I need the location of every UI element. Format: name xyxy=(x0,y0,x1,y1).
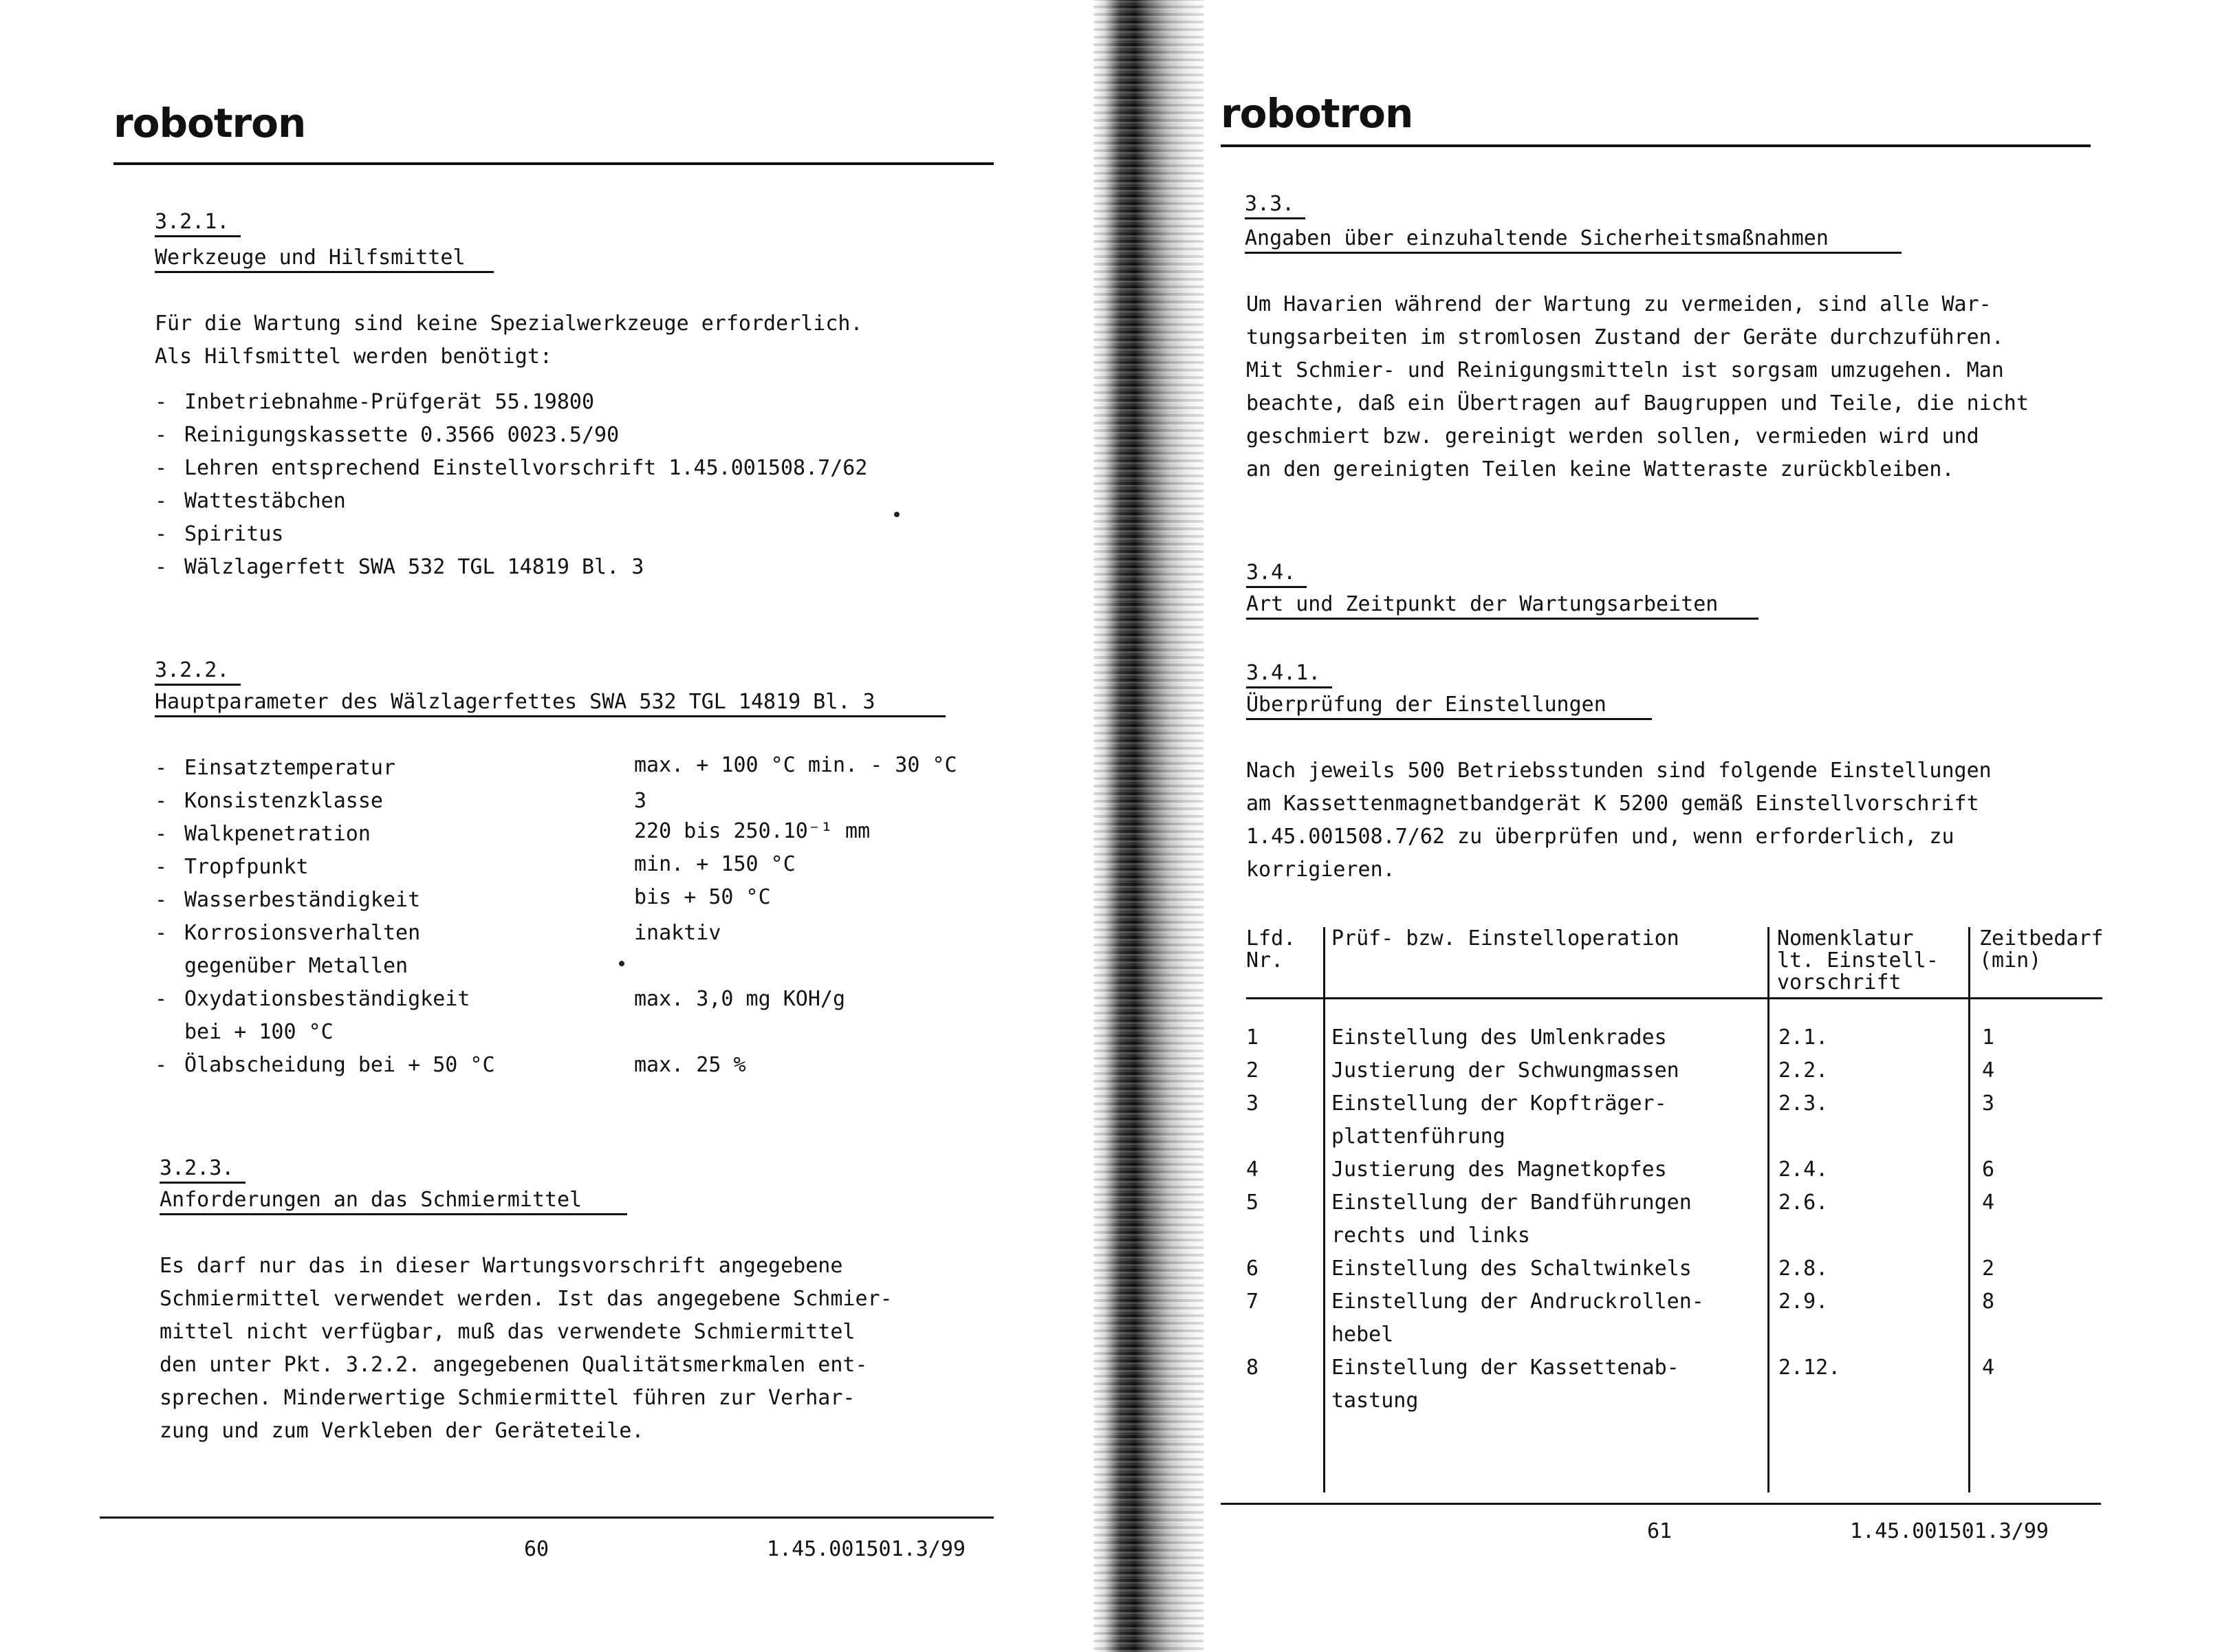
bullet-dash: - xyxy=(155,888,168,912)
section-title-3-2-3: Anforderungen an das Schmiermittel xyxy=(160,1188,582,1212)
paragraph-line: den unter Pkt. 3.2.2. angegebenen Qualitätsmerkmalen ent- xyxy=(160,1353,868,1377)
table-cell-time: 3 xyxy=(1982,1091,1995,1116)
bullet-dash: - xyxy=(155,390,168,414)
list-item: Inbetriebnahme-Prüfgerät 55.19800 xyxy=(184,390,595,414)
section-number-underline xyxy=(1245,217,1305,219)
document-number: 1.45.001501.3/99 xyxy=(767,1537,966,1561)
table-header: vorschrift xyxy=(1777,970,1902,995)
paragraph-line: Es darf nur das in dieser Wartungsvorschrift angegebene xyxy=(160,1254,843,1278)
section-title-underline xyxy=(155,271,494,273)
page-number: 61 xyxy=(1647,1519,1673,1543)
param-name: Konsistenzklasse xyxy=(184,789,383,813)
robotron-logo: robotron xyxy=(1221,90,1413,137)
table-cell-nr: 8 xyxy=(1246,1356,1259,1380)
table-column-divider xyxy=(1968,927,1970,1492)
left-page xyxy=(0,0,1093,1652)
page-number: 60 xyxy=(524,1537,549,1561)
list-item: Reinigungskassette 0.3566 0023.5/90 xyxy=(184,423,620,447)
section-number-3-2-3: 3.2.3. xyxy=(160,1156,235,1180)
document-number: 1.45.001501.3/99 xyxy=(1850,1519,2049,1543)
section-number-3-2-2: 3.2.2. xyxy=(155,658,230,682)
list-item: Lehren entsprechend Einstellvorschrift 1.45.001508.7/62 xyxy=(184,456,868,480)
table-cell-nomenclature: 2.1. xyxy=(1778,1025,1829,1050)
bullet-dash: - xyxy=(155,822,168,846)
table-cell-nr: 6 xyxy=(1246,1257,1259,1281)
paragraph-line: korrigieren. xyxy=(1246,858,1395,882)
table-cell-nomenclature: 2.6. xyxy=(1778,1191,1829,1215)
table-cell-operation: Einstellung der Kopfträger- xyxy=(1331,1091,1667,1116)
paragraph-line: Nach jeweils 500 Betriebsstunden sind folgende Einstellungen xyxy=(1246,759,1992,783)
section-title-3-4-1: Überprüfung der Einstellungen xyxy=(1246,693,1606,717)
table-cell-operation-continued: tastung xyxy=(1331,1389,1419,1413)
table-cell-operation: Justierung des Magnetkopfes xyxy=(1331,1158,1667,1182)
param-value: max. + 100 °C min. - 30 °C xyxy=(634,753,957,777)
param-name: Oxydationsbeständigkeit xyxy=(184,987,470,1011)
section-number-underline xyxy=(1246,686,1332,688)
bullet-dash: - xyxy=(155,489,168,513)
paragraph-line: Für die Wartung sind keine Spezialwerkzeuge erforderlich. xyxy=(155,312,863,336)
bullet-dash: - xyxy=(155,987,168,1011)
table-cell-operation-continued: plattenführung xyxy=(1331,1124,1505,1149)
bullet-dash: - xyxy=(155,789,168,813)
param-name-continued: bei + 100 °C xyxy=(184,1020,334,1044)
section-number-3-4-1: 3.4.1. xyxy=(1246,661,1321,685)
table-cell-time: 1 xyxy=(1982,1025,1995,1050)
bullet-dash: - xyxy=(155,855,168,879)
param-value: bis + 50 °C xyxy=(634,885,771,909)
list-item: Wattestäbchen xyxy=(184,489,346,513)
header-rule xyxy=(1221,144,2091,147)
table-cell-time: 6 xyxy=(1982,1158,1995,1182)
section-title-underline xyxy=(1246,618,1758,620)
table-cell-nomenclature: 2.12. xyxy=(1778,1356,1841,1380)
bullet-dash: - xyxy=(155,522,168,546)
footer-rule xyxy=(1221,1503,2101,1505)
section-title-underline xyxy=(155,715,946,717)
paragraph-line: tungsarbeiten im stromlosen Zustand der Geräte durchzuführen. xyxy=(1246,325,2004,349)
robotron-logo: robotron xyxy=(113,100,306,146)
paragraph-line: Um Havarien während der Wartung zu vermeiden, sind alle War- xyxy=(1246,292,1992,316)
section-number-3-4: 3.4. xyxy=(1246,561,1296,585)
paragraph-line: an den gereinigten Teilen keine Watteraste zurückbleiben. xyxy=(1246,457,1954,481)
table-header: Lfd. xyxy=(1246,926,1296,950)
section-title-underline xyxy=(160,1213,627,1215)
table-header: Nr. xyxy=(1246,948,1284,972)
table-column-divider xyxy=(1323,927,1325,1492)
param-value: min. + 150 °C xyxy=(634,852,796,876)
table-cell-nomenclature: 2.9. xyxy=(1778,1290,1829,1314)
table-cell-operation: Justierung der Schwungmassen xyxy=(1331,1058,1679,1083)
table-header: Nomenklatur xyxy=(1777,926,1914,950)
param-value: max. 3,0 mg KOH/g xyxy=(634,987,846,1011)
param-value: inaktiv xyxy=(634,921,721,945)
param-name: Walkpenetration xyxy=(184,822,371,846)
table-cell-nr: 4 xyxy=(1246,1158,1259,1182)
table-cell-nr: 2 xyxy=(1246,1058,1259,1083)
param-name: Ölabscheidung bei + 50 °C xyxy=(184,1053,495,1077)
section-title-3-3: Angaben über einzuhaltende Sicherheitsmaßnahmen xyxy=(1245,226,1829,250)
section-title-3-2-1: Werkzeuge und Hilfsmittel xyxy=(155,246,466,270)
table-cell-time: 2 xyxy=(1982,1257,1995,1281)
bullet-dash: - xyxy=(155,1053,168,1077)
param-name: Wasserbeständigkeit xyxy=(184,888,421,912)
paragraph-line: am Kassettenmagnetbandgerät K 5200 gemäß Einstellvorschrift xyxy=(1246,792,1979,816)
table-header: (min) xyxy=(1979,948,2042,972)
table-cell-nomenclature: 2.3. xyxy=(1778,1091,1829,1116)
paragraph-line: Schmiermittel verwendet werden. Ist das angegebene Schmier- xyxy=(160,1287,893,1311)
paragraph-line: geschmiert bzw. gereinigt werden sollen, vermieden wird und xyxy=(1246,424,1979,448)
section-title-3-2-2: Hauptparameter des Wälzlagerfettes SWA 532 TGL 14819 Bl. 3 xyxy=(155,690,875,714)
paragraph-line: Als Hilfsmittel werden benötigt: xyxy=(155,345,552,369)
footer-rule xyxy=(100,1517,994,1519)
bullet-dash: - xyxy=(155,921,168,945)
table-cell-operation: Einstellung der Bandführungen xyxy=(1331,1191,1692,1215)
table-cell-operation: Einstellung des Umlenkrades xyxy=(1331,1025,1667,1050)
paragraph-line: zung und zum Verkleben der Geräteteile. xyxy=(160,1419,644,1443)
table-cell-time: 4 xyxy=(1982,1356,1995,1380)
table-column-divider xyxy=(1767,927,1769,1492)
param-name: Korrosionsverhalten xyxy=(184,921,421,945)
param-name: Einsatztemperatur xyxy=(184,756,396,780)
paragraph-line: beachte, daß ein Übertragen auf Baugruppen und Teile, die nicht xyxy=(1246,391,2029,415)
table-cell-operation-continued: hebel xyxy=(1331,1323,1394,1347)
table-cell-nomenclature: 2.2. xyxy=(1778,1058,1829,1083)
scan-speck xyxy=(894,512,900,517)
bullet-dash: - xyxy=(155,423,168,447)
table-cell-operation: Einstellung des Schaltwinkels xyxy=(1331,1257,1692,1281)
section-number-underline xyxy=(155,684,241,686)
section-title-3-4: Art und Zeitpunkt der Wartungsarbeiten xyxy=(1246,592,1719,616)
table-cell-nr: 1 xyxy=(1246,1025,1259,1050)
param-value: max. 25 % xyxy=(634,1053,746,1077)
param-value: 3 xyxy=(634,789,647,813)
table-header: Zeitbedarf xyxy=(1979,926,2104,950)
section-number-3-2-1: 3.2.1. xyxy=(155,210,230,234)
param-value: 220 bis 250.10⁻¹ mm xyxy=(634,819,871,843)
list-item: Spiritus xyxy=(184,522,284,546)
section-title-underline xyxy=(1245,252,1902,254)
bullet-dash: - xyxy=(155,756,168,780)
table-header-rule xyxy=(1246,997,2102,999)
bullet-dash: - xyxy=(155,456,168,480)
table-cell-time: 4 xyxy=(1982,1058,1995,1083)
table-cell-nomenclature: 2.4. xyxy=(1778,1158,1829,1182)
paragraph-line: 1.45.001508.7/62 zu überprüfen und, wenn erforderlich, zu xyxy=(1246,825,1954,849)
table-header: lt. Einstell- xyxy=(1777,948,1939,972)
section-number-3-3: 3.3. xyxy=(1245,192,1295,216)
right-page xyxy=(1093,0,2233,1652)
header-rule xyxy=(113,162,994,165)
section-number-underline xyxy=(160,1182,246,1184)
list-item: Wälzlagerfett SWA 532 TGL 14819 Bl. 3 xyxy=(184,555,644,579)
table-cell-operation: Einstellung der Andruckrollen- xyxy=(1331,1290,1704,1314)
paragraph-line: sprechen. Minderwertige Schmiermittel führen zur Verhar- xyxy=(160,1386,856,1410)
table-cell-operation-continued: rechts und links xyxy=(1331,1224,1530,1248)
section-title-underline xyxy=(1246,718,1652,720)
paragraph-line: mittel nicht verfügbar, muß das verwendete Schmiermittel xyxy=(160,1320,856,1344)
table-cell-nr: 5 xyxy=(1246,1191,1259,1215)
table-cell-nomenclature: 2.8. xyxy=(1778,1257,1829,1281)
table-cell-nr: 7 xyxy=(1246,1290,1259,1314)
param-name: Tropfpunkt xyxy=(184,855,309,879)
table-cell-nr: 3 xyxy=(1246,1091,1259,1116)
table-cell-time: 8 xyxy=(1982,1290,1995,1314)
bullet-dash: - xyxy=(155,555,168,579)
section-number-underline xyxy=(1246,586,1307,588)
table-cell-time: 4 xyxy=(1982,1191,1995,1215)
table-header: Prüf- bzw. Einstelloperation xyxy=(1331,926,1679,950)
section-number-underline xyxy=(155,235,241,237)
table-cell-operation: Einstellung der Kassettenab- xyxy=(1331,1356,1679,1380)
paragraph-line: Mit Schmier- und Reinigungsmitteln ist sorgsam umzugehen. Man xyxy=(1246,358,2004,382)
param-name-continued: gegenüber Metallen xyxy=(184,954,409,978)
scan-speck xyxy=(619,961,624,966)
